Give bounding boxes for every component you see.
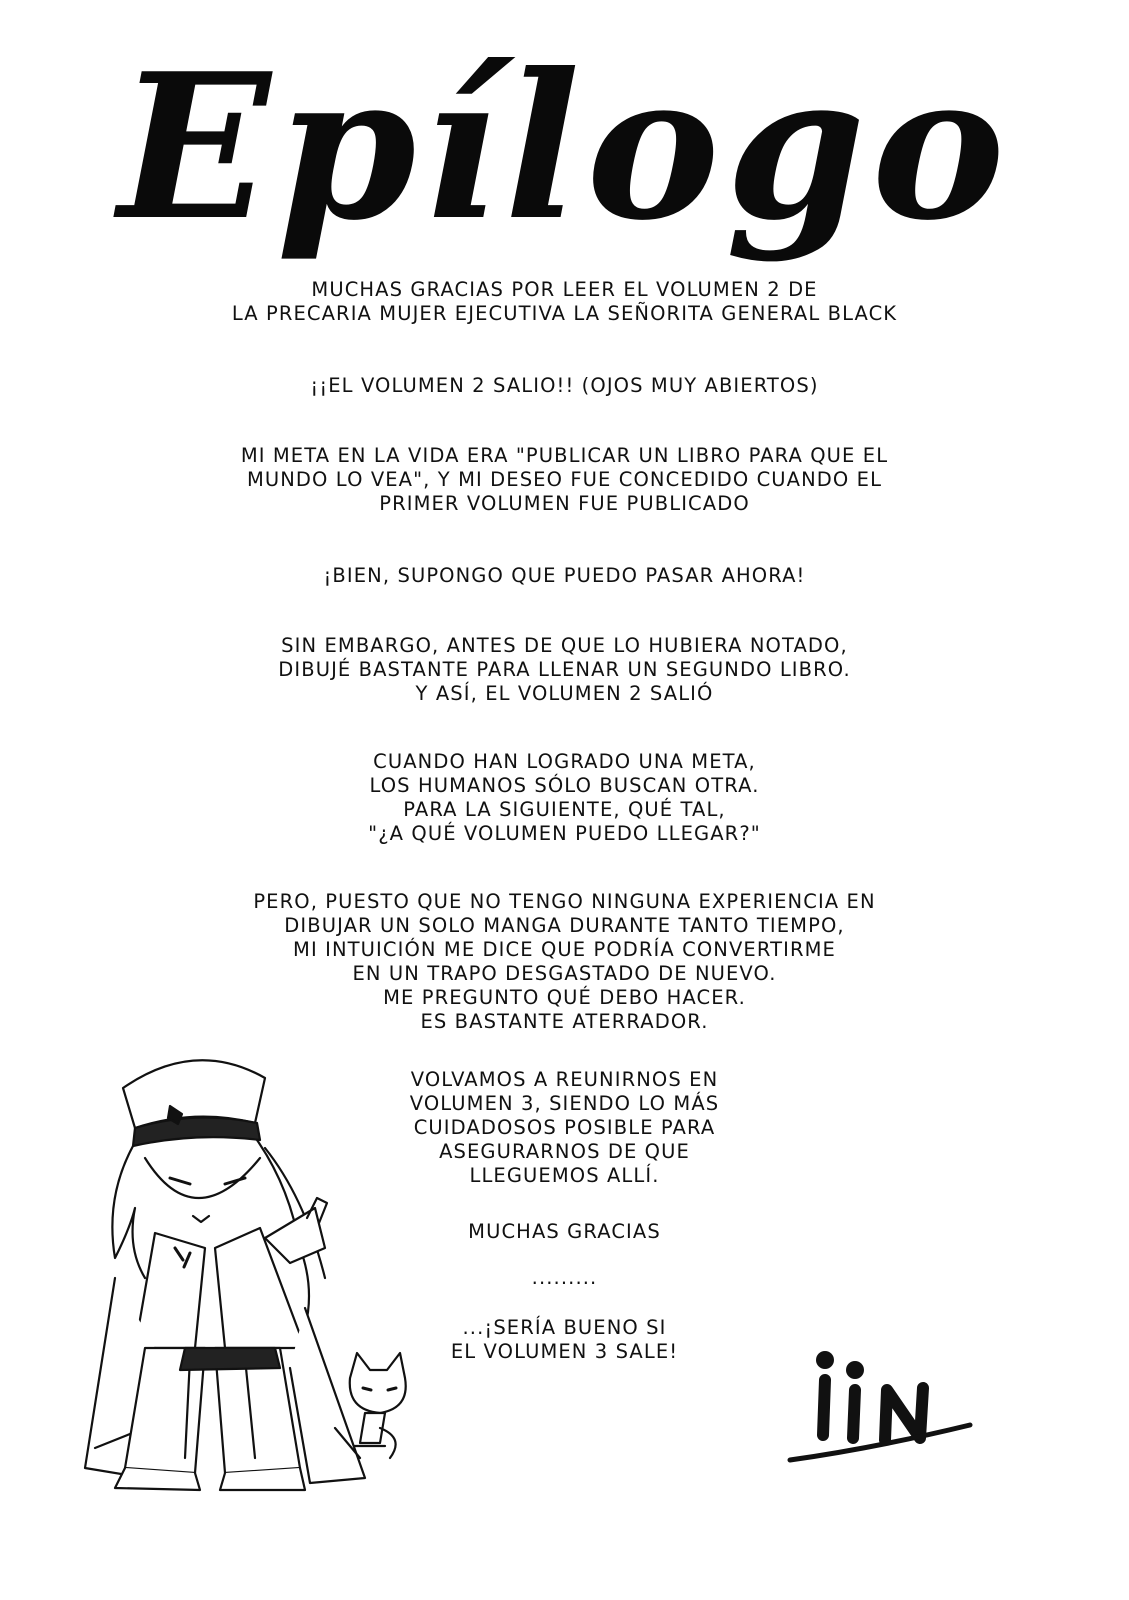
text-line: ¡BIEN, SUPONGO QUE PUEDO PASAR AHORA!: [323, 564, 806, 587]
author-signature: [785, 1330, 985, 1480]
life-goal-paragraph: [0, 444, 1129, 516]
thanks-paragraph: [0, 278, 1129, 326]
second-book-paragraph: [0, 634, 1129, 706]
text-line: CUANDO HAN LOGRADO UNA META, LOS HUMANOS SÓLO BUSCAN OTRA. PARA LA SIGUIENTE, QUÉ TAL, "¿A QUÉ VOLUMEN PUEDO LLEGAR?": [368, 750, 761, 845]
page-title: Epílogo: [118, 30, 1011, 265]
text-line: SIN EMBARGO, ANTES DE QUE LO HUBIERA NOTADO, DIBUJÉ BASTANTE PARA LLENAR UN SEGUNDO LIBRO. Y ASÍ, EL VOLUMEN 2 SALIÓ: [278, 634, 851, 705]
text-line: MUCHAS GRACIAS POR LEER EL VOLUMEN 2 DE LA PRECARIA MUJER EJECUTIVA LA SEÑORITA GENERAL BLACK: [231, 278, 898, 325]
text-line: VOLVAMOS A REUNIRNOS EN VOLUMEN 3, SIENDO LO MÁS CUIDADOSOS POSIBLE PARA ASEGURARNOS DE QUE LLEGUEMOS ALLÍ.: [409, 1068, 720, 1187]
experience-paragraph: [0, 890, 1129, 1034]
move-on-paragraph: [0, 564, 1129, 588]
text-line: MUCHAS GRACIAS: [468, 1220, 661, 1243]
text-line: ...¡SERÍA BUENO SI EL VOLUMEN 3 SALE!: [450, 1316, 679, 1363]
volume-out-paragraph: [0, 374, 1129, 398]
text-line: .........: [531, 1266, 598, 1289]
next-goal-paragraph: [0, 750, 1129, 846]
text-line: ¡¡EL VOLUMEN 2 SALIO!! (OJOS MUY ABIERTOS): [310, 374, 819, 397]
text-line: PERO, PUESTO QUE NO TENGO NINGUNA EXPERIENCIA EN DIBUJAR UN SOLO MANGA DURANTE TANTO TIEMPO, MI INTUICIÓN ME DICE QUE PODRÍA CONVERTIRME EN UN TRAPO DESGASTADO DE NUEVO. ME PREGUNTO QUÉ DEBO HACER. ES BASTANTE ATERRADOR.: [253, 890, 876, 1033]
text-line: MI META EN LA VIDA ERA "PUBLICAR UN LIBRO PARA QUE EL MUNDO LO VEA", Y MI DESEO FUE CONCEDIDO CUANDO EL PRIMER VOLUMEN FUE PUBLICADO: [240, 444, 889, 515]
chibi-general-illustration: [75, 1048, 435, 1498]
